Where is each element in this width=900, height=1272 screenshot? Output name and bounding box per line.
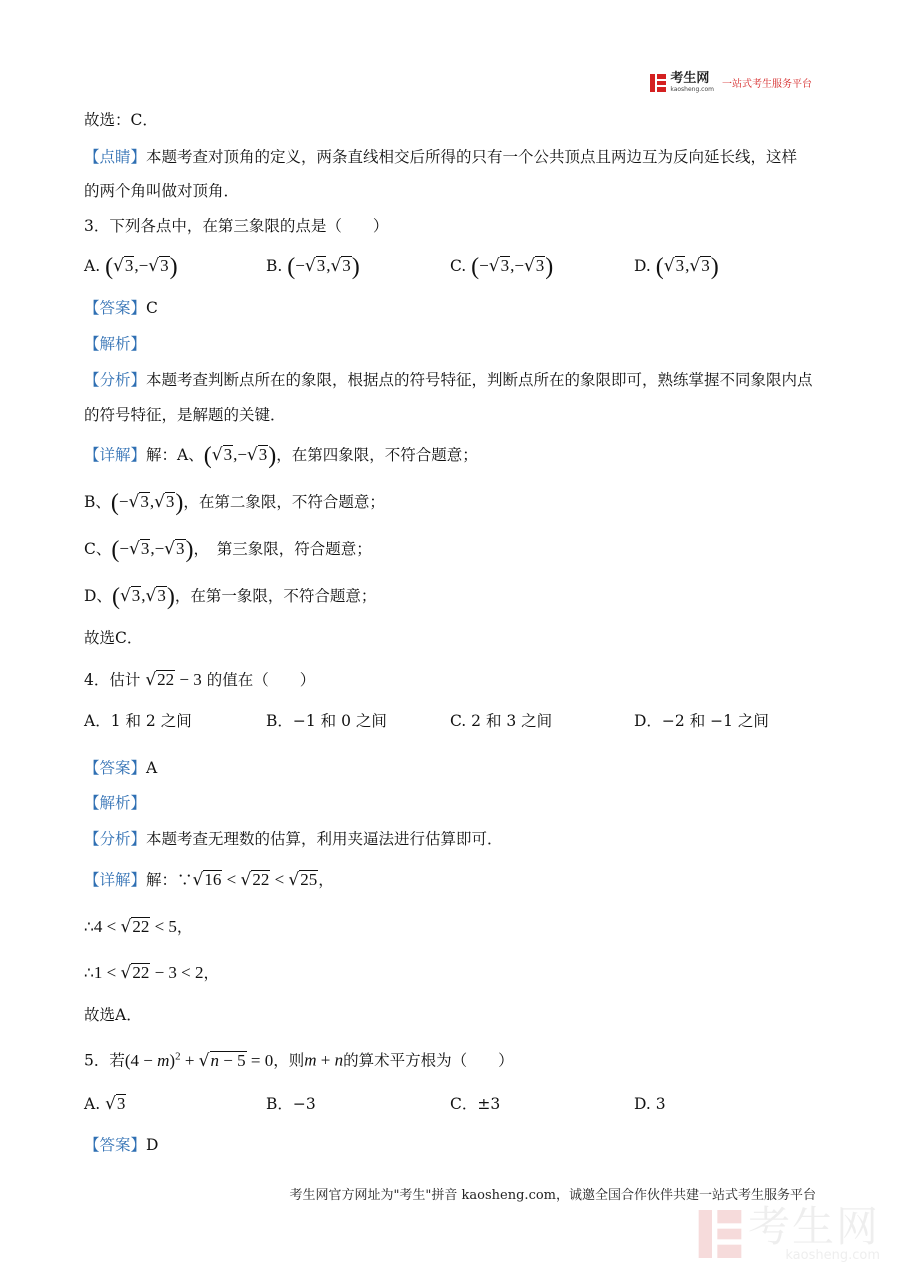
q3-answer xyxy=(84,298,158,318)
watermark-name: 考生网 xyxy=(747,1202,880,1251)
q3-detail-b-pre: B、 xyxy=(84,493,111,511)
q5-stem-pre: 5．若 xyxy=(84,1051,125,1070)
q3-detail-a-post: ，在第四象限，不符合题意； xyxy=(276,446,478,464)
q4-answer-tag: 【答案】 xyxy=(84,759,147,777)
q4-therefore-2: ∴ xyxy=(84,964,94,982)
answer-line: 故选：C． xyxy=(84,111,158,129)
q5-stem: 5．若$(4 - m)^2 + √n - 5 = 0$，则m + n的算术平方根为（ ） xyxy=(84,1050,514,1071)
dianjing-line xyxy=(84,147,797,167)
q3-answer-value: C xyxy=(146,299,158,317)
q4-option-d: D．−2 和 −1 之间 xyxy=(634,712,769,730)
q5-answer-value: D xyxy=(146,1136,159,1154)
q4-detail-pre: 解：∵ xyxy=(146,871,193,889)
q3-detail-c-pre: C、 xyxy=(84,540,112,558)
q5-option-d: D. 3 xyxy=(634,1095,666,1113)
q3-option-a: A. (√3,−√3) xyxy=(84,254,178,280)
q3-conclusion: 故选C． xyxy=(84,629,143,647)
q3-option-a-label: A. xyxy=(84,257,101,275)
q3-detail-a: 【详解】解：A、(√3,−√3)，在第四象限，不符合题意； xyxy=(84,443,478,469)
q3-option-d: D. (√3,√3) xyxy=(634,254,719,280)
dianjing-text: 本题考查对顶角的定义，两条直线相交后所得的只有一个公共顶点且两边互为反向延长线，这样 xyxy=(146,148,798,166)
q3-analysis-text: 本题考查判断点所在的象限，根据点的符号特征，判断点所在的象限即可，熟练掌握不同象限内点 xyxy=(146,371,813,389)
q5-stem-mid: ，则 xyxy=(273,1051,305,1070)
logo-name: 考生网 xyxy=(670,71,710,86)
q3-detail-c: C、(−√3,−√3)， 第三象限，符合题意； xyxy=(84,537,372,563)
q3-detail-d-post: ，在第一象限，不符合题意； xyxy=(174,587,377,605)
q5-option-a: A. √3 xyxy=(84,1094,126,1114)
q3-analysis-2: 的符号特征，是解题的关键． xyxy=(84,406,286,424)
q4-stem-post: 的值在（ ） xyxy=(206,671,316,689)
watermark-logo-icon xyxy=(698,1210,742,1258)
q4-stem: 4．估计 √22 − 3 的值在（ ） xyxy=(84,670,316,690)
q4-analysis xyxy=(84,829,503,849)
watermark xyxy=(698,1202,880,1263)
q5-answer-tag: 【答案】 xyxy=(84,1136,147,1154)
logo-slogan: 一站式考生服务平台 xyxy=(722,79,812,90)
q3-answer-tag: 【答案】 xyxy=(84,299,147,317)
watermark-text xyxy=(747,1202,880,1263)
q5-stem-post: 的算术平方根为（ ） xyxy=(343,1051,514,1070)
q3-analysis xyxy=(84,370,813,390)
q4-jiexi-tag: 【解析】 xyxy=(84,794,147,812)
q3-detail-d: D、(√3,√3)，在第一象限，不符合题意； xyxy=(84,584,377,610)
q4-detail-3: ∴1 < √22 − 3 < 2， xyxy=(84,963,220,983)
q3-detail-a-pre: 解：A、 xyxy=(146,446,204,464)
q4-detail-2: ∴4 < √22 < 5， xyxy=(84,917,193,937)
q4-answer xyxy=(84,758,157,778)
q4-option-a: A．1 和 2 之间 xyxy=(84,712,192,730)
q4-answer-value: A xyxy=(146,759,158,777)
q4-therefore-1: ∴ xyxy=(84,918,94,936)
q3-detail-d-pre: D、 xyxy=(84,587,112,605)
dianjing-tag: 【点睛】 xyxy=(84,148,147,166)
page-footer: 考生网官方网址为"考生"拼音 kaosheng.com，诚邀全国合作伙伴共建一站式考生服务平台 xyxy=(289,1188,816,1203)
header-logo xyxy=(650,72,812,93)
q3-jiexi-tag: 【解析】 xyxy=(84,335,147,353)
q3-option-c: C. (−√3,−√3) xyxy=(450,254,554,280)
q3-option-c-label: C. xyxy=(450,257,467,275)
q3-detail-tag: 【详解】 xyxy=(84,446,147,464)
dianjing-line-2: 的两个角叫做对顶角． xyxy=(84,182,240,200)
q4-detail-1: 【详解】解：∵√16 < √22 < √25， xyxy=(84,870,334,890)
q4-analysis-text: 本题考查无理数的估算，利用夹逼法进行估算即可． xyxy=(146,830,503,848)
q4-option-b: B．−1 和 0 之间 xyxy=(266,712,387,730)
q5-option-a-label: A. xyxy=(84,1095,101,1113)
q4-conclusion: 故选A． xyxy=(84,1006,142,1024)
q4-detail-tag: 【详解】 xyxy=(84,871,147,889)
kaosheng-logo-icon xyxy=(650,74,666,92)
logo-text xyxy=(670,72,714,93)
q4-stem-pre: 4．估计 xyxy=(84,671,141,689)
logo-url: kaosheng.com xyxy=(670,86,714,93)
watermark-url: kaosheng.com xyxy=(785,1248,880,1263)
q4-analysis-tag: 【分析】 xyxy=(84,830,147,848)
q3-option-b-label: B. xyxy=(266,257,283,275)
q3-detail-c-post: ， 第三象限，符合题意； xyxy=(193,540,372,558)
q3-detail-b-post: ，在第二象限，不符合题意； xyxy=(183,493,385,511)
q3-option-b: B. (−√3,√3) xyxy=(266,254,360,280)
q3-stem: 3．下列各点中，在第三象限的点是（ ） xyxy=(84,217,389,235)
q3-detail-b: B、(−√3,√3)，在第二象限，不符合题意； xyxy=(84,490,385,516)
q4-option-c: C. 2 和 3 之间 xyxy=(450,712,553,730)
q3-analysis-tag: 【分析】 xyxy=(84,371,147,389)
q3-option-d-label: D. xyxy=(634,257,651,275)
q5-option-b: B．−3 xyxy=(266,1095,316,1113)
q5-option-c: C．±3 xyxy=(450,1095,501,1113)
q5-answer xyxy=(84,1135,158,1155)
